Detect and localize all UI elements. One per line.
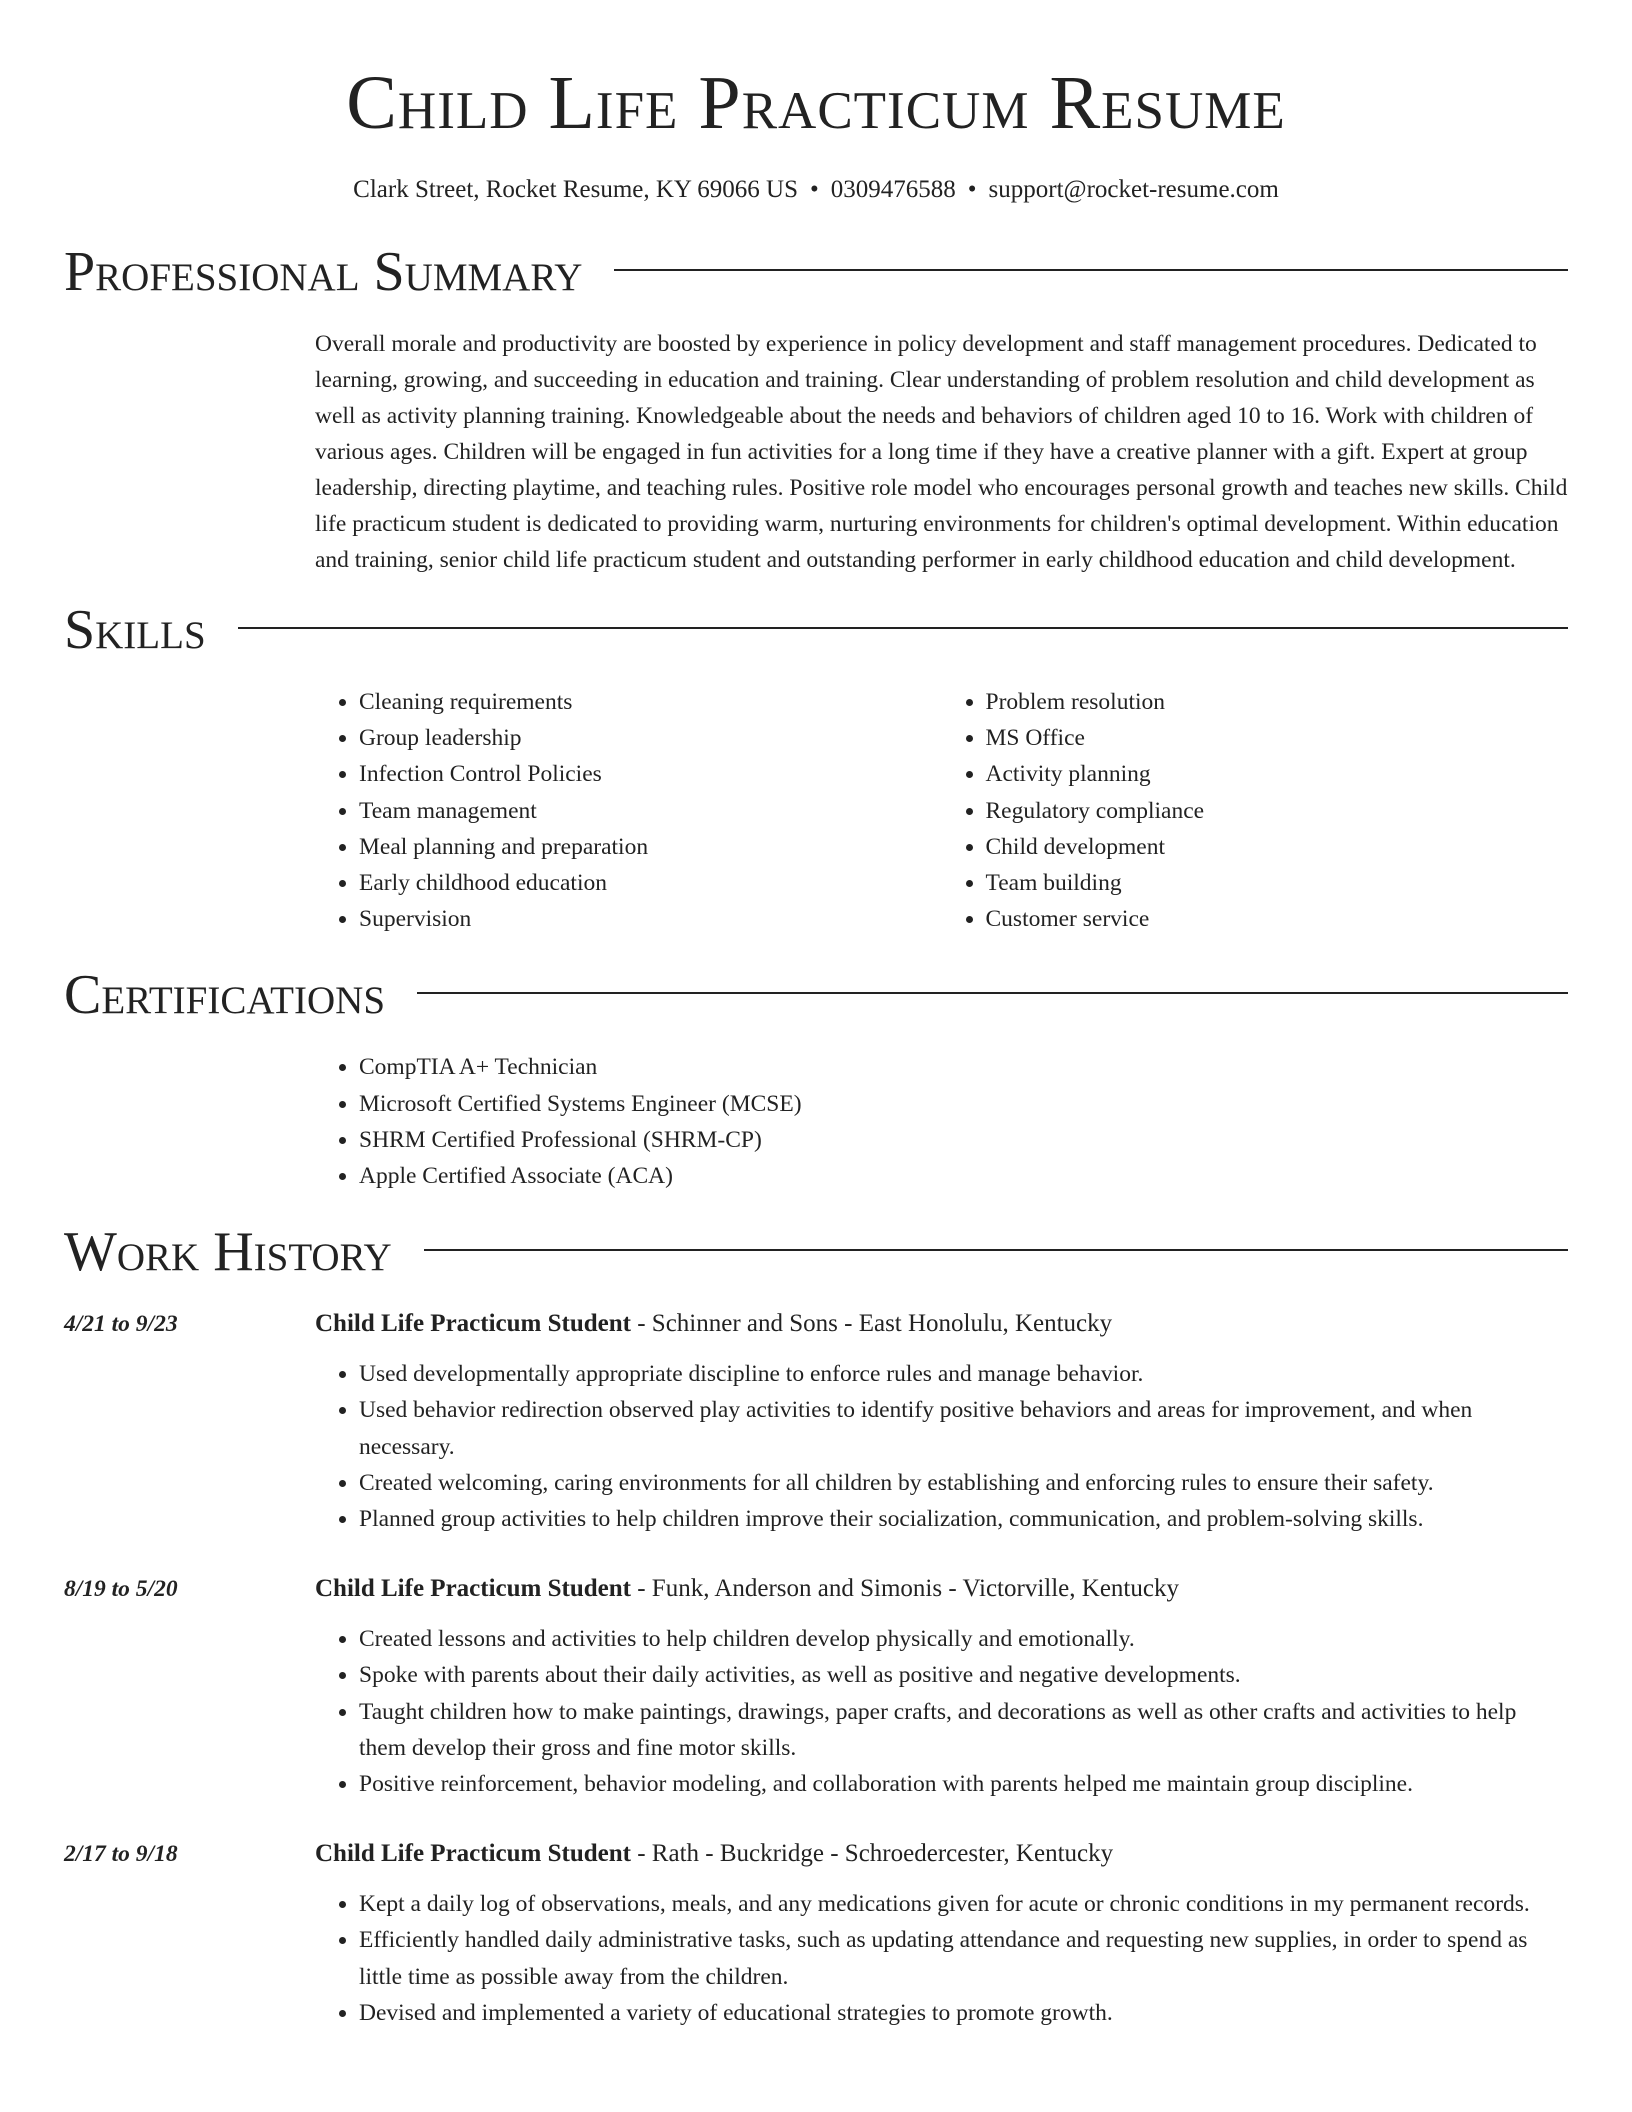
job-entry <box>64 1571 1568 1802</box>
list-item: • Infection Control Policies <box>359 756 942 792</box>
skills-column-left <box>315 684 942 937</box>
section-divider <box>417 992 1568 994</box>
section-heading-certifications: Certifications <box>64 964 386 1027</box>
job-company-location: - Funk, Anderson and Simonis - Victorville, Kentucky <box>630 1575 1179 1603</box>
section-heading-summary: Professional Summary <box>64 241 583 303</box>
job-details <box>315 1306 1568 1537</box>
job-bullets <box>315 1356 1568 1537</box>
work-history-section-header <box>64 1220 1568 1284</box>
job-entry <box>64 1836 1568 2031</box>
list-item: • Taught children how to make paintings, drawings, paper crafts, and decorations as well as other crafts and activities to help them develop their gross and fine motor skills. <box>359 1694 1568 1766</box>
email-link[interactable]: support@rocket-resume.com <box>988 176 1279 203</box>
list-item: • Spoke with parents about their daily activities, as well as positive and negative developments. <box>359 1657 1568 1693</box>
list-item: • Customer service <box>986 901 1569 937</box>
job-role: Child Life Practicum Student <box>315 1840 631 1868</box>
list-item: • Used developmentally appropriate discipline to enforce rules and manage behavior. <box>359 1356 1568 1392</box>
job-dates: 2/17 to 9/18 <box>64 1841 178 1868</box>
work-history-list <box>64 1306 1568 2031</box>
job-company-location: - Schinner and Sons - East Honolulu, Kentucky <box>630 1310 1113 1338</box>
list-item: • CompTIA A+ Technician <box>359 1049 1568 1085</box>
list-item: • Kept a daily log of observations, meals, and any medications given for acute or chronic conditions in my permanent records. <box>359 1886 1568 1922</box>
list-item: • Supervision <box>359 901 942 937</box>
separator-bullet: • <box>810 176 819 203</box>
list-item: • Devised and implemented a variety of educational strategies to promote growth. <box>359 1995 1568 2031</box>
contact-line <box>64 174 1568 206</box>
section-divider <box>238 627 1568 629</box>
list-item: • Microsoft Certified Systems Engineer (MCSE) <box>359 1086 1568 1122</box>
list-item: • Cleaning requirements <box>359 684 942 720</box>
section-divider <box>424 1249 1568 1251</box>
list-item: • Efficiently handled daily administrative tasks, such as updating attendance and requesting new supplies, in order to spend as little time as possible away from the children. <box>359 1922 1568 1994</box>
list-item: • Child development <box>986 829 1569 865</box>
summary-section-header <box>64 240 1568 304</box>
phone: 0309476588 <box>830 176 956 203</box>
job-bullets <box>315 1886 1568 2031</box>
summary-text: Overall morale and productivity are boosted by experience in policy development and staff management procedures. Dedicated to learning, growing, and succeeding in education and training. Clear understanding of problem resolution and child development as well as activity planning training. Knowledgeable about the needs and behaviors of children aged 10 to 16. Work with children of various ages. Children will be engaged in fun activities for a long time if they have a creative planner with a gift. Expert at group leadership, directing playtime, and teaching rules. Positive role model who encourages personal growth and teaches new skills. Child life practicum student is dedicated to providing warm, nurturing environments for children's optimal development. Within education and training, senior child life practicum student and outstanding performer in early childhood education and child development. <box>315 331 1568 573</box>
list-item: • Team management <box>359 793 942 829</box>
skills-list <box>315 684 1568 937</box>
certifications-section-header <box>64 963 1568 1027</box>
list-item: • Meal planning and preparation <box>359 829 942 865</box>
list-item: • Regulatory compliance <box>986 793 1569 829</box>
address: Clark Street, Rocket Resume, KY 69066 US <box>353 176 799 203</box>
skills-column-right <box>942 684 1569 937</box>
list-item: • SHRM Certified Professional (SHRM-CP) <box>359 1122 1568 1158</box>
certifications-items <box>315 1049 1568 1194</box>
separator-bullet: • <box>967 176 977 203</box>
section-heading-skills: Skills <box>64 599 206 661</box>
certifications-list <box>315 1049 1568 1194</box>
job-entry <box>64 1306 1568 1537</box>
job-company-location: - Rath - Buckridge - Schroedercester, Kentucky <box>630 1840 1114 1868</box>
list-item: • Early childhood education <box>359 865 942 901</box>
job-bullets <box>315 1621 1568 1802</box>
job-role: Child Life Practicum Student <box>315 1310 631 1338</box>
resume-title: Child Life Practicum Resume <box>346 61 1286 145</box>
list-item: • Planned group activities to help children improve their socialization, communication, and problem-solving skills. <box>359 1501 1568 1537</box>
list-item: • Activity planning <box>986 756 1569 792</box>
list-item: • Positive reinforcement, behavior modeling, and collaboration with parents helped me maintain group discipline. <box>359 1766 1568 1802</box>
list-item: • Created lessons and activities to help children develop physically and emotionally. <box>359 1621 1568 1657</box>
job-details <box>315 1571 1568 1802</box>
section-divider <box>614 269 1568 271</box>
job-dates: 8/19 to 5/20 <box>64 1576 178 1603</box>
list-item: • MS Office <box>986 720 1569 756</box>
list-item: • Group leadership <box>359 720 942 756</box>
job-dates: 4/21 to 9/23 <box>64 1311 178 1338</box>
list-item: • Used behavior redirection observed play activities to identify positive behaviors and areas for improvement, and when necessary. <box>359 1392 1568 1464</box>
skills-section-header <box>64 598 1568 662</box>
job-title-line <box>315 1836 1568 1872</box>
job-title-line <box>315 1306 1568 1342</box>
job-role: Child Life Practicum Student <box>315 1575 631 1603</box>
list-item: • Team building <box>986 865 1569 901</box>
job-details <box>315 1836 1568 2031</box>
list-item: • Created welcoming, caring environments for all children by establishing and enforcing rules to ensure their safety. <box>359 1465 1568 1501</box>
list-item: • Problem resolution <box>986 684 1569 720</box>
section-heading-work-history: Work History <box>64 1221 392 1284</box>
job-title-line <box>315 1571 1568 1607</box>
list-item: • Apple Certified Associate (ACA) <box>359 1158 1568 1194</box>
